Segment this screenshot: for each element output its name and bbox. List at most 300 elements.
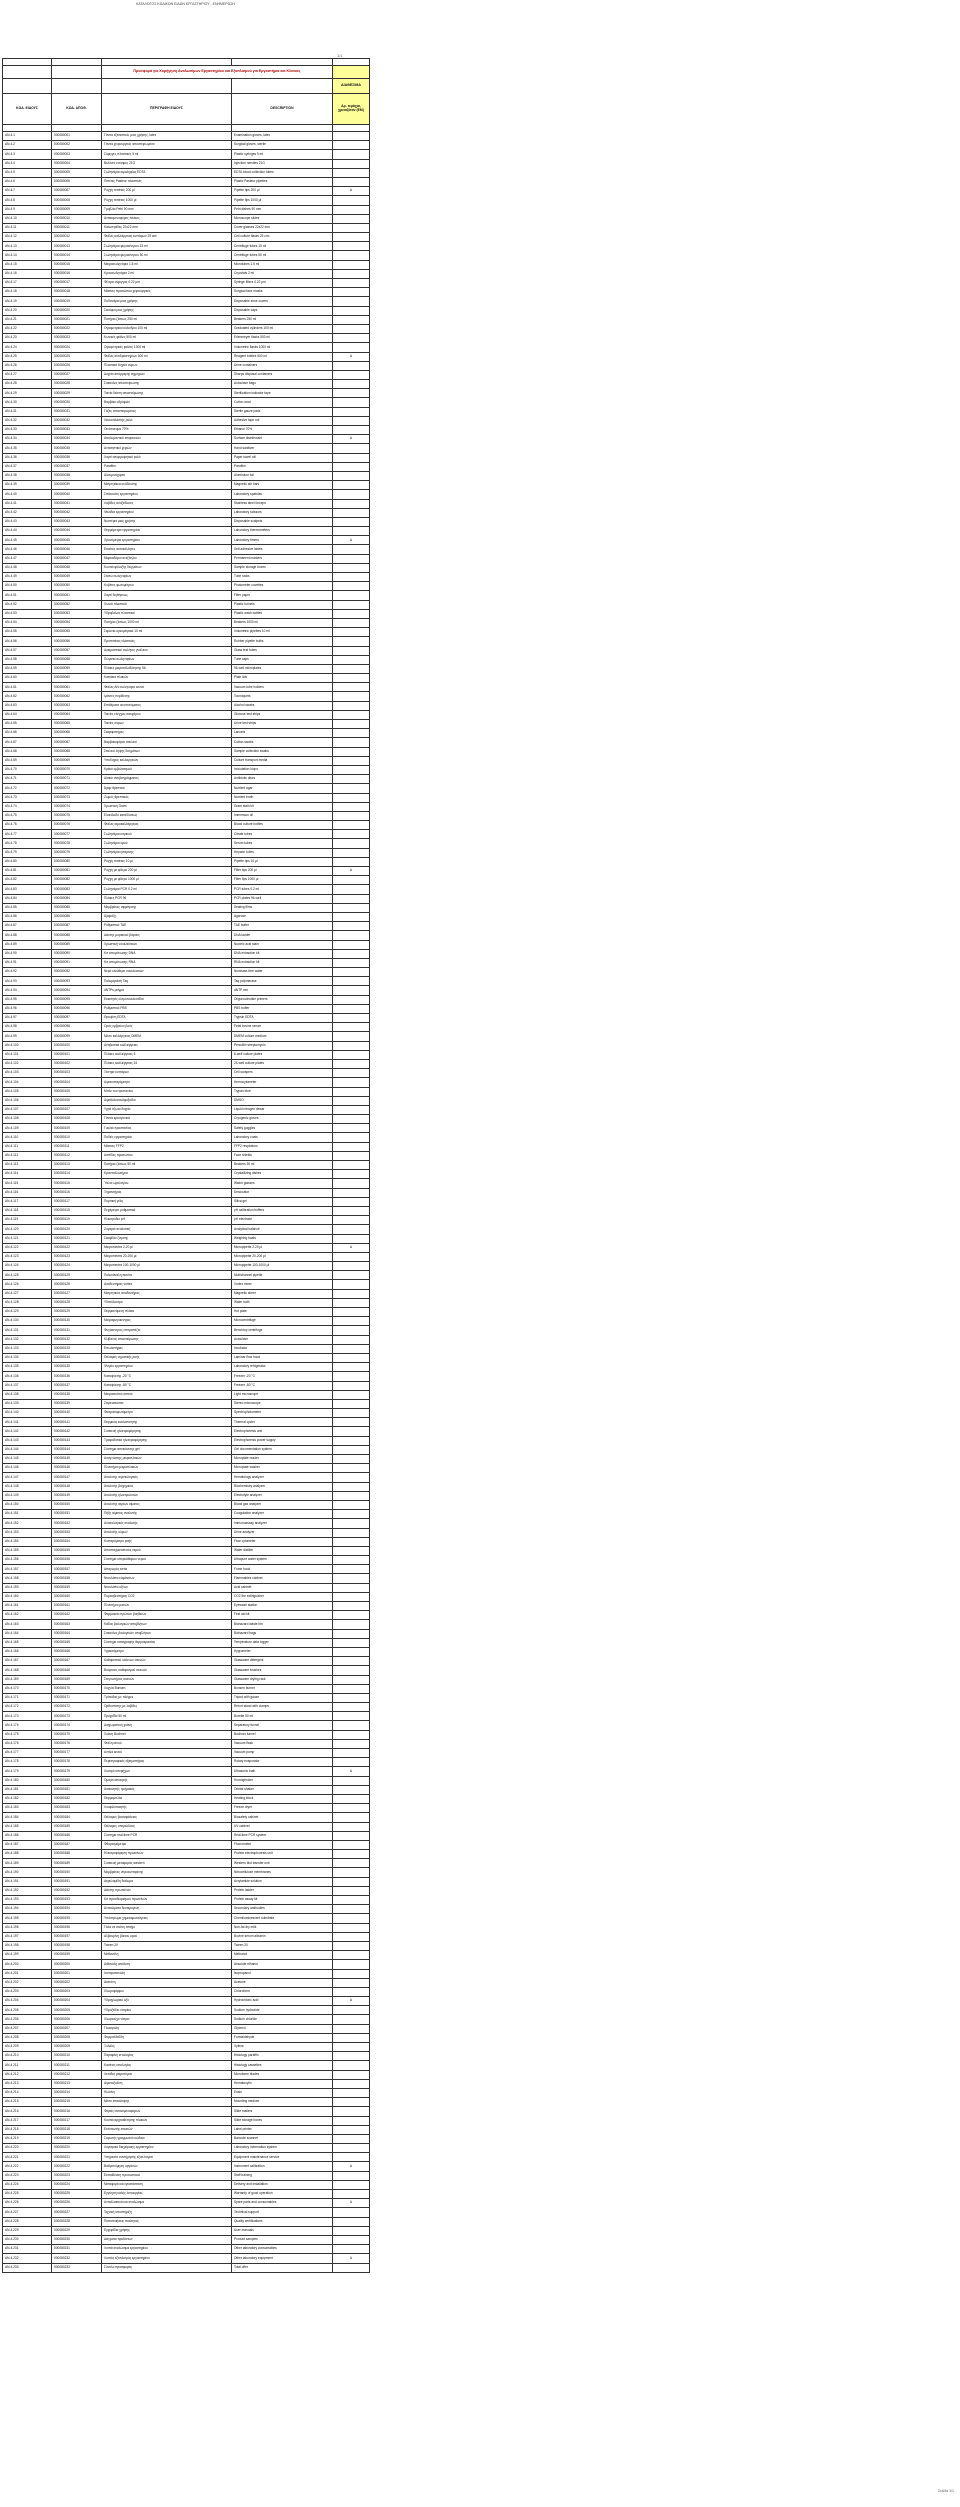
description-gr-cell: Αναλυτής αιματολογικός (102, 1473, 232, 1482)
description-en-cell: Plastic Pasteur pipettes (232, 177, 333, 186)
description-gr-cell: Θερμόμετρα εργαστηρίου (102, 527, 232, 536)
table-row (3, 1142, 370, 1151)
description-gr-cell: Λευκοπλάστης ρολό (102, 416, 232, 425)
store-code-cell: 000080071 (52, 775, 102, 784)
description-gr-cell: Ογκομετρικές φιάλες 1000 ml (102, 343, 232, 352)
description-en-cell: Formaldehyde (232, 2033, 333, 2042)
description-gr-cell: Πυριτική γέλη (102, 1197, 232, 1206)
table-row (3, 1794, 370, 1803)
store-code-cell: 000080223 (52, 2171, 102, 2180)
item-code-cell: ΑΝ-4.15 (3, 260, 52, 269)
store-code-cell: 000080148 (52, 1482, 102, 1491)
item-code-cell: ΑΝ-4.61 (3, 683, 52, 692)
description-en-cell: Label printer (232, 2125, 333, 2134)
description-gr-cell: Αντιβιοτικά καλλιέργειας (102, 1041, 232, 1050)
item-code-cell: ΑΝ-4.35 (3, 444, 52, 453)
quantity-cell (333, 1914, 370, 1923)
item-code-cell: ΑΝ-4.218 (3, 2125, 52, 2134)
description-en-cell: Tripod with gauze (232, 1693, 333, 1702)
description-gr-cell: Μεταφορά και εγκατάσταση (102, 2180, 232, 2189)
table-row (3, 279, 370, 288)
item-code-cell: ΑΝ-4.202 (3, 1978, 52, 1987)
description-en-cell: Gram stain kit (232, 802, 333, 811)
quantity-cell (333, 2134, 370, 2143)
col-header-item-code: ΚΩΔ. ΕΙΔΟΥΣ (3, 94, 52, 125)
description-en-cell: RNA extraction kit (232, 958, 333, 967)
table-row (3, 683, 370, 692)
store-code-cell: 000080029 (52, 389, 102, 398)
store-code-cell: 000080097 (52, 1014, 102, 1023)
item-code-cell: ΑΝ-4.212 (3, 2070, 52, 2079)
item-code-cell: ΑΝ-4.55 (3, 628, 52, 637)
table-row (3, 1069, 370, 1078)
description-en-cell: Product samples (232, 2235, 333, 2244)
store-code-cell: 000080155 (52, 1546, 102, 1555)
table-row (3, 628, 370, 637)
table-row (3, 1124, 370, 1133)
quantity-cell (333, 1170, 370, 1179)
store-code-cell: 000080093 (52, 977, 102, 986)
item-code-cell: ΑΝ-4.49 (3, 573, 52, 582)
description-gr-cell: Αλουμινόχαρτο (102, 471, 232, 480)
item-code-cell: ΑΝ-4.43 (3, 517, 52, 526)
item-code-cell: ΑΝ-4.205 (3, 2006, 52, 2015)
description-en-cell: Face shields (232, 1151, 333, 1160)
description-en-cell: User manuals (232, 2226, 333, 2235)
store-code-cell: 000080147 (52, 1473, 102, 1482)
table-row (3, 2190, 370, 2199)
table-row (3, 876, 370, 885)
quantity-cell (333, 1151, 370, 1160)
quantity-cell (333, 2208, 370, 2217)
quantity-cell (333, 1326, 370, 1335)
item-code-cell: ΑΝ-4.166 (3, 1647, 52, 1656)
table-row (3, 527, 370, 536)
store-code-cell: 000080164 (52, 1629, 102, 1638)
table-row (3, 352, 370, 361)
table-row (3, 1445, 370, 1454)
description-gr-cell: Στερεοσκόπιο (102, 1399, 232, 1408)
quantity-cell (333, 1583, 370, 1592)
description-en-cell: Absolute ethanol (232, 1960, 333, 1969)
item-code-cell: ΑΝ-4.122 (3, 1243, 52, 1252)
store-code-cell: 000080139 (52, 1399, 102, 1408)
table-row (3, 1739, 370, 1748)
description-en-cell: Homogenizer (232, 1776, 333, 1785)
description-en-cell: Erlenmeyer flasks 500 ml (232, 334, 333, 343)
description-en-cell: Fluorometer (232, 1840, 333, 1849)
table-row (3, 885, 370, 894)
description-en-cell: Biochemistry analyzer (232, 1482, 333, 1491)
item-code-cell: ΑΝ-4.5 (3, 168, 52, 177)
store-code-cell: 000080176 (52, 1739, 102, 1748)
description-en-cell: Nuclease-free water (232, 968, 333, 977)
description-gr-cell: Ντουλάπα οξέων (102, 1583, 232, 1592)
item-code-cell: ΑΝ-4.71 (3, 775, 52, 784)
item-code-cell: ΑΝ-4.187 (3, 1840, 52, 1849)
table-row (3, 1675, 370, 1684)
table-row (3, 2070, 370, 2079)
item-code-cell: ΑΝ-4.79 (3, 848, 52, 857)
description-en-cell: Spectrophotometer (232, 1409, 333, 1418)
quantity-cell (333, 481, 370, 490)
table-row (3, 1730, 370, 1739)
description-gr-cell: Ιμάντες περίδεσης (102, 692, 232, 701)
description-en-cell: Stainless steel forceps (232, 499, 333, 508)
table-row (3, 1749, 370, 1758)
item-code-cell: ΑΝ-4.121 (3, 1234, 52, 1243)
quantity-cell (333, 1087, 370, 1096)
store-code-cell: 000080198 (52, 1941, 102, 1950)
description-en-cell: Parafilm (232, 462, 333, 471)
item-code-cell: ΑΝ-4.203 (3, 1987, 52, 1996)
store-code-cell: 000080150 (52, 1500, 102, 1509)
description-gr-cell: Φορείς αντικειμενοφόρων (102, 2107, 232, 2116)
quantity-cell (333, 1142, 370, 1151)
description-gr-cell: Μαρκαδόροι ανεξίτηλοι (102, 554, 232, 563)
store-code-cell: 000080092 (52, 968, 102, 977)
description-gr-cell: Χλωριούχο νάτριο (102, 2015, 232, 2024)
description-en-cell: EDTA blood collection tubes (232, 168, 333, 177)
description-gr-cell: Ηωσίνη (102, 2088, 232, 2097)
description-gr-cell: Ακετόνη (102, 1978, 232, 1987)
item-code-cell: ΑΝ-4.107 (3, 1105, 52, 1114)
item-code-cell: ΑΝ-4.44 (3, 527, 52, 536)
quantity-cell (333, 931, 370, 940)
description-en-cell: Disposable shoe covers (232, 297, 333, 306)
item-code-cell: ΑΝ-4.72 (3, 784, 52, 793)
item-code-cell: ΑΝ-4.108 (3, 1115, 52, 1124)
quantity-cell (333, 1308, 370, 1317)
store-code-cell: 000080201 (52, 1969, 102, 1978)
quantity-cell (333, 471, 370, 480)
description-gr-cell: Κωνικές φιάλες 500 ml (102, 334, 232, 343)
item-code-cell: ΑΝ-4.131 (3, 1326, 52, 1335)
quantity-cell (333, 168, 370, 177)
item-code-cell: ΑΝ-4.129 (3, 1308, 52, 1317)
store-code-cell: 000080209 (52, 2043, 102, 2052)
description-gr-cell: Ορός εμβρύου βοός (102, 1023, 232, 1032)
table-row (3, 2107, 370, 2116)
store-code-cell: 000080103 (52, 1069, 102, 1078)
store-code-cell: 000080073 (52, 793, 102, 802)
table-row (3, 324, 370, 333)
item-code-cell: ΑΝ-4.147 (3, 1473, 52, 1482)
quantity-cell (333, 1372, 370, 1381)
description-gr-cell: Υδροχλωρικό οξύ (102, 1997, 232, 2006)
table-row (3, 1510, 370, 1519)
item-code-cell: ΑΝ-4.189 (3, 1859, 52, 1868)
item-code-cell: ΑΝ-4.214 (3, 2088, 52, 2097)
table-row (3, 2033, 370, 2042)
description-gr-cell: Λυοφιλοποιητής (102, 1804, 232, 1813)
store-code-cell: 000080087 (52, 922, 102, 931)
description-gr-cell: Φασματοφωτόμετρο (102, 1409, 232, 1418)
description-gr-cell: Υποδοχείς καλλιεργειών (102, 756, 232, 765)
item-code-cell: ΑΝ-4.87 (3, 922, 52, 931)
description-en-cell: Paper towel roll (232, 453, 333, 462)
item-code-cell: ΑΝ-4.200 (3, 1960, 52, 1969)
description-en-cell: Hot plate (232, 1308, 333, 1317)
table-row (3, 2015, 370, 2024)
description-en-cell: Filter paper (232, 591, 333, 600)
description-gr-cell: Καλυπτρίδες 22x22 mm (102, 223, 232, 232)
item-code-cell: ΑΝ-4.144 (3, 1445, 52, 1454)
description-en-cell: Ultrasonic bath (232, 1767, 333, 1776)
item-code-cell: ΑΝ-4.211 (3, 2061, 52, 2070)
store-code-cell: 000080013 (52, 242, 102, 251)
description-gr-cell: Σωληνάρια ηπαρίνης (102, 848, 232, 857)
description-en-cell: Citrate tubes (232, 830, 333, 839)
description-en-cell: Chloroform (232, 1987, 333, 1996)
store-code-cell: 000080039 (52, 481, 102, 490)
item-code-cell: ΑΝ-4.188 (3, 1850, 52, 1859)
table-row (3, 1500, 370, 1509)
table-row (3, 1703, 370, 1712)
table-row (3, 775, 370, 784)
description-en-cell: DMEM culture medium (232, 1032, 333, 1041)
table-row (3, 802, 370, 811)
description-gr-cell: Δείκτης πρωτεϊνών (102, 1886, 232, 1895)
quantity-cell (333, 1675, 370, 1684)
quantity-cell (333, 2088, 370, 2097)
quantity-cell (333, 1096, 370, 1105)
table-row (3, 1868, 370, 1877)
store-code-cell: 000080145 (52, 1455, 102, 1464)
item-code-cell: ΑΝ-4.11 (3, 223, 52, 232)
item-code-cell: ΑΝ-4.118 (3, 1206, 52, 1215)
table-row (3, 444, 370, 453)
store-code-cell: 000080121 (52, 1234, 102, 1243)
description-gr-cell: Καταψύκτης -80 °C (102, 1381, 232, 1390)
page-corner-mark: 1/1 (337, 53, 343, 58)
description-en-cell: Blood culture bottles (232, 821, 333, 830)
quantity-cell (333, 1197, 370, 1206)
item-code-cell: ΑΝ-4.224 (3, 2180, 52, 2189)
description-gr-cell: Μεθανόλη (102, 1951, 232, 1960)
store-code-cell: 000080116 (52, 1188, 102, 1197)
store-code-cell: 000080055 (52, 628, 102, 637)
description-en-cell: Slide mailers (232, 2107, 333, 2116)
store-code-cell: 000080068 (52, 747, 102, 756)
description-gr-cell: Φορμαλδεΰδη (102, 2033, 232, 2042)
store-code-cell: 000080224 (52, 2180, 102, 2189)
store-code-cell: 000080105 (52, 1087, 102, 1096)
description-en-cell: Glassware detergent (232, 1657, 333, 1666)
description-en-cell: Crystallizing dishes (232, 1170, 333, 1179)
description-en-cell: Laboratory timers (232, 536, 333, 545)
description-gr-cell: Φιάλες καλλιέργειας κυττάρων 25 cm² (102, 233, 232, 242)
item-code-cell: ΑΝ-4.169 (3, 1675, 52, 1684)
description-gr-cell: Απολυμαντικό επιφανειών (102, 435, 232, 444)
quantity-cell (333, 1409, 370, 1418)
store-code-cell: 000080015 (52, 260, 102, 269)
quantity-cell (333, 1565, 370, 1574)
item-code-cell: ΑΝ-4.91 (3, 958, 52, 967)
item-code-cell: ΑΝ-4.134 (3, 1353, 52, 1362)
table-row (3, 1482, 370, 1491)
item-code-cell: ΑΝ-4.94 (3, 986, 52, 995)
description-en-cell: Water distiller (232, 1546, 333, 1555)
item-code-cell: ΑΝ-4.217 (3, 2116, 52, 2125)
description-gr-cell: Γάντια εξεταστικά, μιας χρήσης, latex (102, 132, 232, 141)
quantity-cell (333, 876, 370, 885)
description-en-cell: Pipette tips 10 μl (232, 857, 333, 866)
table-row (3, 2144, 370, 2153)
description-en-cell: Lancets (232, 729, 333, 738)
store-code-cell: 000080131 (52, 1326, 102, 1335)
quantity-cell (333, 738, 370, 747)
description-en-cell: Biohazard bags (232, 1629, 333, 1638)
store-code-cell: 000080163 (52, 1620, 102, 1629)
description-en-cell: Watch glasses (232, 1179, 333, 1188)
item-code-cell: ΑΝ-4.174 (3, 1721, 52, 1730)
table-row (3, 1418, 370, 1427)
quantity-cell (333, 793, 370, 802)
store-code-cell: 000080173 (52, 1712, 102, 1721)
store-code-cell: 000080038 (52, 471, 102, 480)
table-row (3, 1638, 370, 1647)
description-gr-cell: Αναλυτής βιοχημικός (102, 1482, 232, 1491)
quantity-cell (333, 1813, 370, 1822)
description-gr-cell: Σακούλες βιολογικών αποβλήτων (102, 1629, 232, 1638)
quantity-cell (333, 1969, 370, 1978)
table-row (3, 912, 370, 921)
description-gr-cell: Σιφώνια ογκομετρικά 10 ml (102, 628, 232, 637)
item-code-cell: ΑΝ-4.106 (3, 1096, 52, 1105)
description-gr-cell: Γλυκερόλη (102, 2024, 232, 2033)
item-code-cell: ΑΝ-4.228 (3, 2217, 52, 2226)
table-row (3, 1390, 370, 1399)
store-code-cell: 000080037 (52, 462, 102, 471)
table-row (3, 1583, 370, 1592)
item-code-cell: ΑΝ-4.102 (3, 1059, 52, 1068)
item-code-cell: ΑΝ-4.209 (3, 2043, 52, 2052)
description-en-cell: Sharps disposal containers (232, 370, 333, 379)
table-row (3, 1059, 370, 1068)
item-code-cell: ΑΝ-4.76 (3, 821, 52, 830)
quantity-cell (333, 1105, 370, 1114)
quantity-cell (333, 1794, 370, 1803)
quantity-cell (333, 527, 370, 536)
table-row (3, 2235, 370, 2244)
item-code-cell: ΑΝ-4.96 (3, 1004, 52, 1013)
store-code-cell: 000080124 (52, 1262, 102, 1271)
quantity-cell (333, 1363, 370, 1372)
item-code-cell: ΑΝ-4.33 (3, 426, 52, 435)
item-code-cell: ΑΝ-4.56 (3, 637, 52, 646)
table-row (3, 1473, 370, 1482)
description-gr-cell: Κρυοσωληνάρια 2 ml (102, 269, 232, 278)
description-gr-cell: Σωληνάρια ορού (102, 839, 232, 848)
store-code-cell: 000080129 (52, 1308, 102, 1317)
quantity-cell (333, 2226, 370, 2235)
quantity-cell (333, 1721, 370, 1730)
store-code-cell: 000080153 (52, 1528, 102, 1537)
store-code-cell: 000080060 (52, 674, 102, 683)
description-gr-cell: Δοκιμαστικοί σωλήνες γυάλινοι (102, 646, 232, 655)
description-en-cell: Other laboratory equipment (232, 2254, 333, 2263)
item-code-cell: ΑΝ-4.77 (3, 830, 52, 839)
table-row (3, 2245, 370, 2254)
table-row (3, 453, 370, 462)
description-en-cell: TAE buffer (232, 922, 333, 931)
store-code-cell: 000080184 (52, 1813, 102, 1822)
table-row (3, 1427, 370, 1436)
store-code-cell: 000080061 (52, 683, 102, 692)
description-en-cell: Aluminium foil (232, 471, 333, 480)
quantity-cell (333, 453, 370, 462)
quantity-cell (333, 1041, 370, 1050)
store-code-cell: 000080168 (52, 1666, 102, 1675)
description-gr-cell: Κρίκοι εμβολιασμού (102, 765, 232, 774)
description-gr-cell: Βούρτσες καθαρισμού σκευών (102, 1666, 232, 1675)
store-code-cell: 000080156 (52, 1556, 102, 1565)
description-en-cell: Hematology analyzer (232, 1473, 333, 1482)
item-code-cell: ΑΝ-4.22 (3, 324, 52, 333)
description-en-cell: Agarose (232, 912, 333, 921)
quantity-cell (333, 912, 370, 921)
description-en-cell: Liquid nitrogen dewar (232, 1105, 333, 1114)
description-en-cell: Urine test strips (232, 720, 333, 729)
store-code-cell: 000080022 (52, 324, 102, 333)
store-code-cell: 000080112 (52, 1151, 102, 1160)
quantity-cell (333, 1482, 370, 1491)
description-en-cell: Nutrient broth (232, 793, 333, 802)
description-en-cell: CO2 fire extinguisher (232, 1592, 333, 1601)
store-code-cell: 000080215 (52, 2098, 102, 2107)
store-code-cell: 000080019 (52, 297, 102, 306)
quantity-cell (333, 1831, 370, 1840)
item-code-cell: ΑΝ-4.232 (3, 2254, 52, 2263)
store-code-cell: 000080186 (52, 1831, 102, 1840)
table-row (3, 600, 370, 609)
item-code-cell: ΑΝ-4.29 (3, 389, 52, 398)
description-gr-cell: Ψυγείο εργαστηρίου (102, 1363, 232, 1372)
quantity-cell (333, 159, 370, 168)
item-code-cell: ΑΝ-4.47 (3, 554, 52, 563)
item-code-cell: ΑΝ-4.172 (3, 1703, 52, 1712)
quantity-cell: Α (333, 2199, 370, 2208)
description-gr-cell: Σύστημα υπερκάθαρου νερού (102, 1556, 232, 1565)
table-row (3, 1592, 370, 1601)
description-gr-cell: Χρωστική Gram (102, 802, 232, 811)
table-row (3, 582, 370, 591)
description-en-cell: Beakers 50 ml (232, 1161, 333, 1170)
store-code-cell: 000080187 (52, 1840, 102, 1849)
description-gr-cell: Μικροσωληνάρια 1.5 ml (102, 260, 232, 269)
table-row (3, 811, 370, 820)
store-code-cell: 000080059 (52, 664, 102, 673)
description-gr-cell: Αναλυτής ούρων (102, 1528, 232, 1537)
quantity-cell (333, 260, 370, 269)
table-row (3, 1987, 370, 1996)
store-code-cell: 000080212 (52, 2070, 102, 2079)
quantity-cell (333, 1960, 370, 1969)
description-gr-cell: Υπηρεσία συντήρησης εξοπλισμού (102, 2153, 232, 2162)
item-code-cell: ΑΝ-4.97 (3, 1014, 52, 1023)
quantity-cell: Α (333, 536, 370, 545)
store-code-cell: 000080218 (52, 2125, 102, 2134)
description-gr-cell: Τεχνική υποστήριξη (102, 2208, 232, 2217)
store-code-cell: 000080054 (52, 618, 102, 627)
store-code-cell: 000080161 (52, 1602, 102, 1611)
item-code-cell: ΑΝ-4.73 (3, 793, 52, 802)
description-en-cell: Serum tubes (232, 839, 333, 848)
description-en-cell: UV cabinet (232, 1822, 333, 1831)
item-code-cell: ΑΝ-4.31 (3, 407, 52, 416)
item-code-cell: ΑΝ-4.156 (3, 1556, 52, 1565)
